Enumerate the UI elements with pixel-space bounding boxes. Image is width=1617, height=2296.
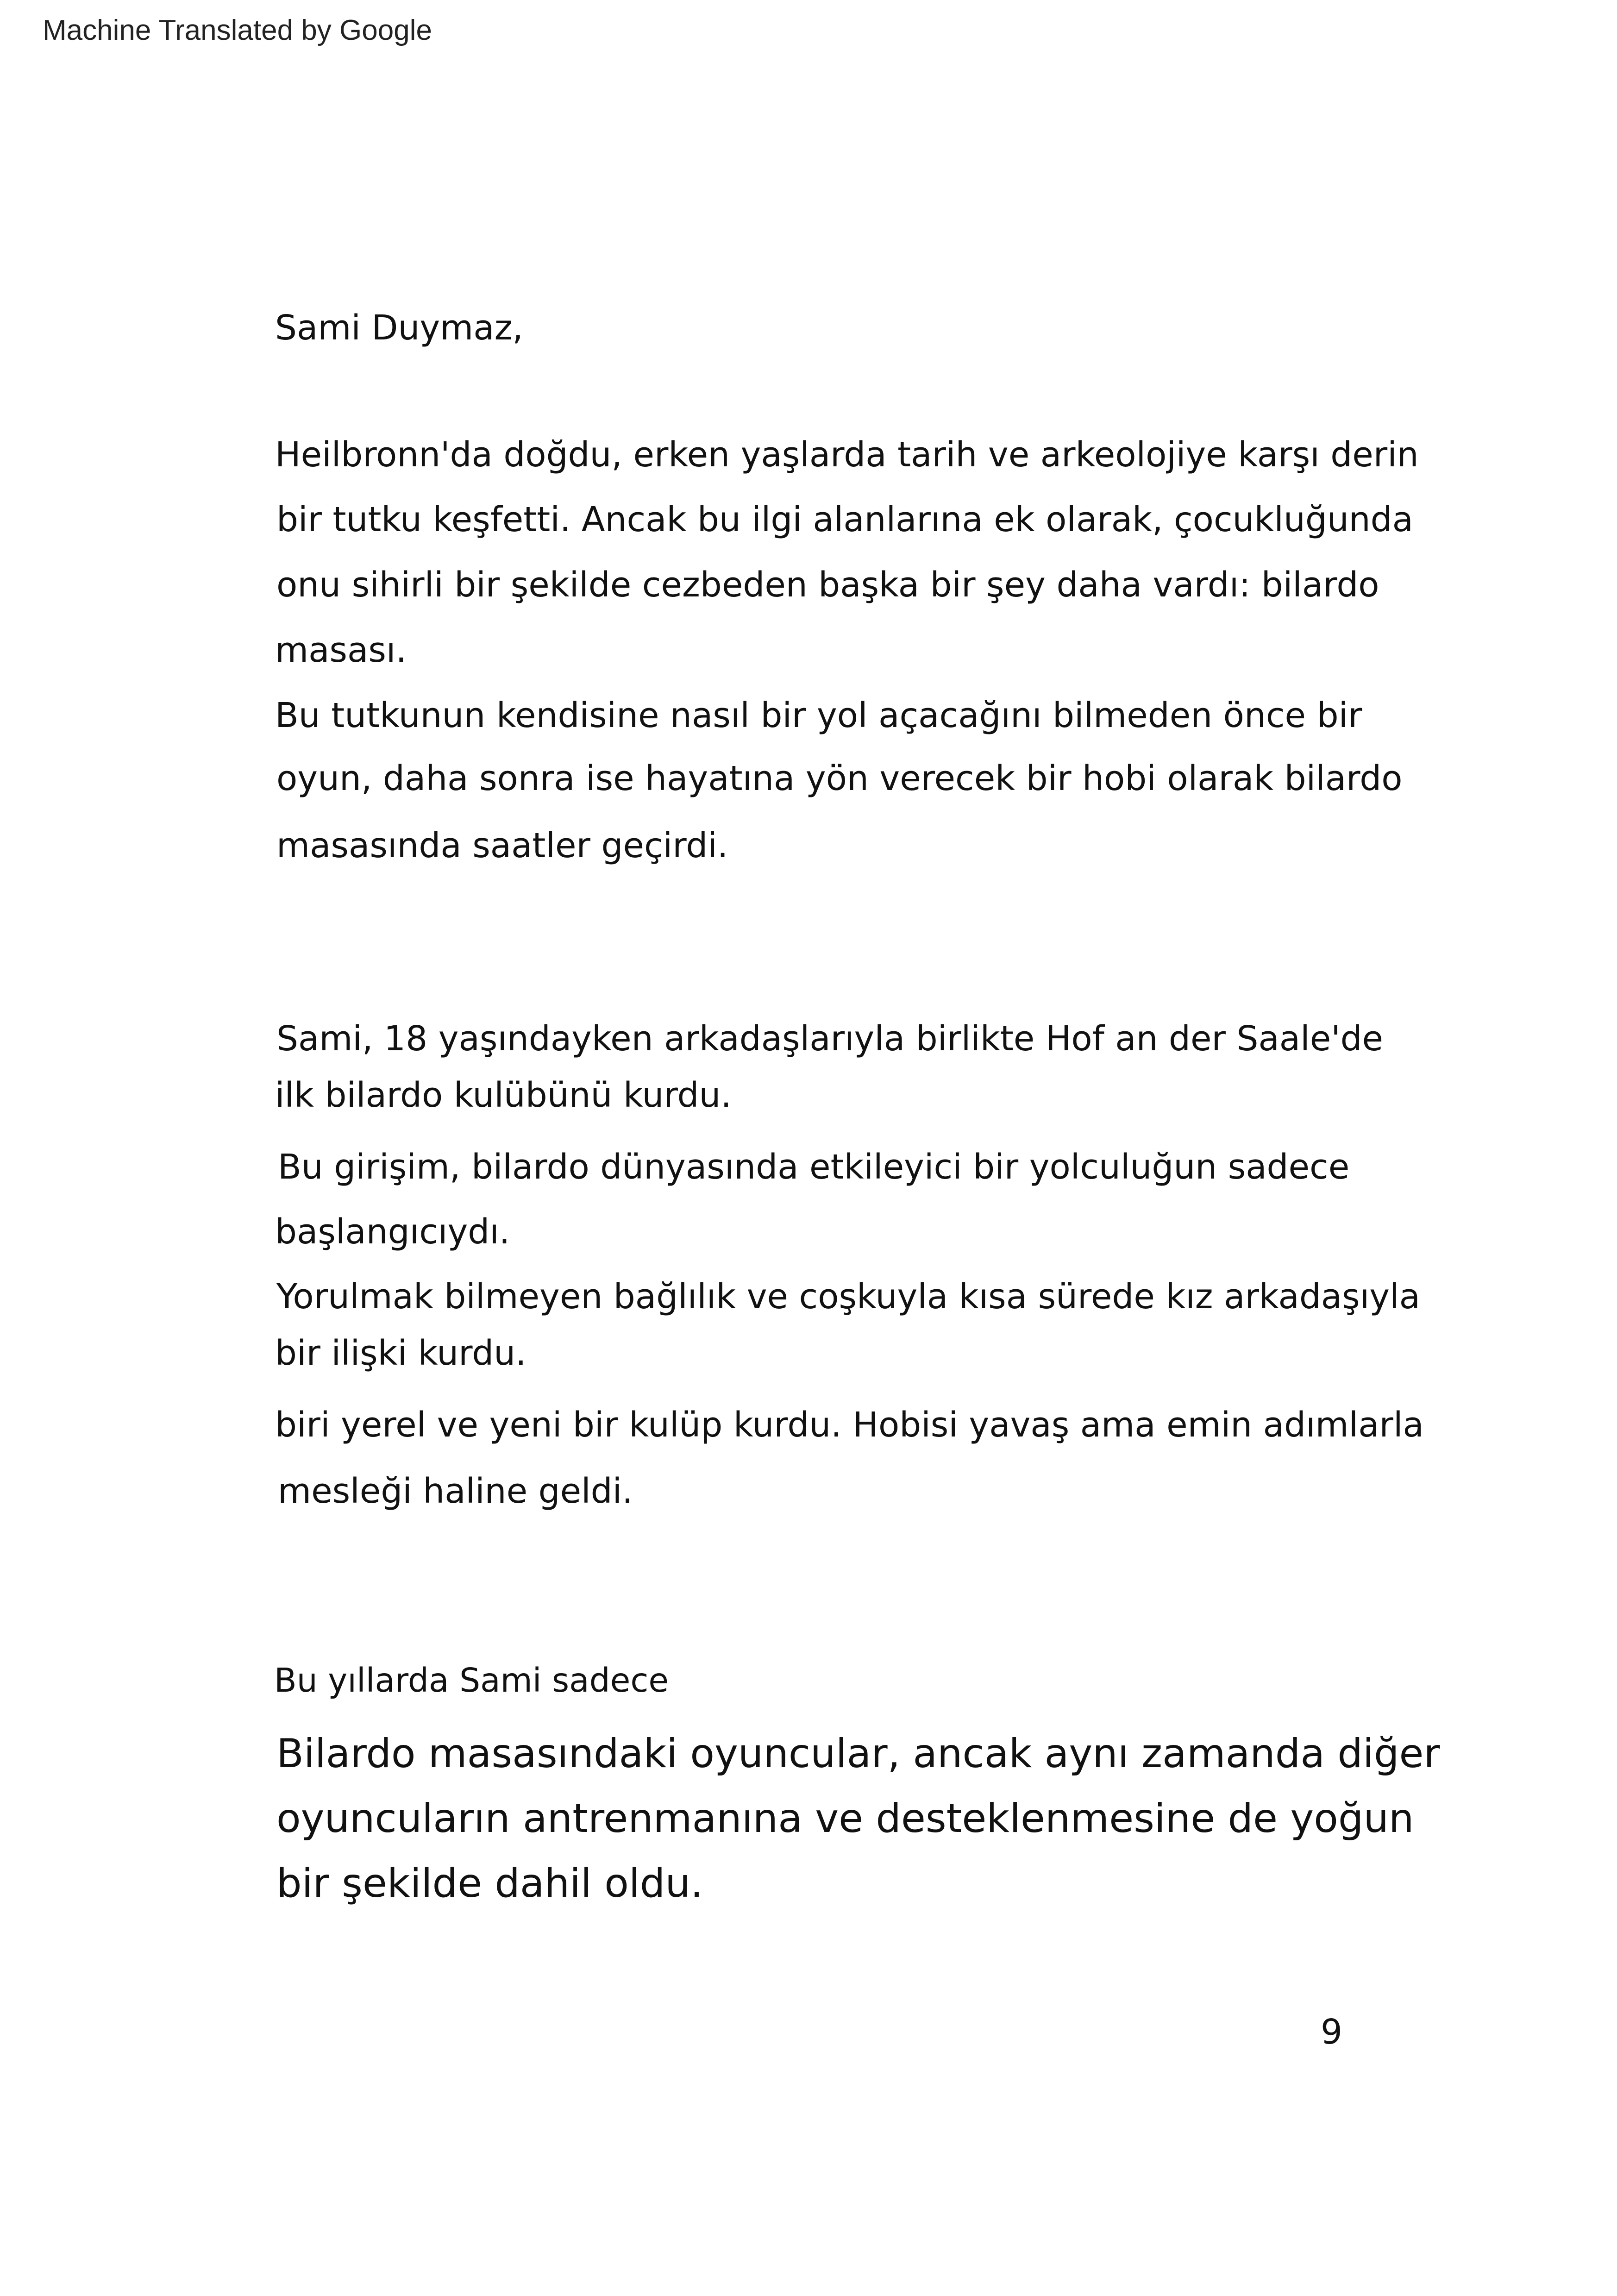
- paragraph-line: Bu tutkunun kendisine nasıl bir yol açacağını bilmeden önce bir: [275, 696, 1362, 735]
- paragraph-line: ilk bilardo kulübünü kurdu.: [275, 1075, 732, 1115]
- paragraph-line: onu sihirli bir şekilde cezbeden başka bir şey daha vardı: bilardo: [276, 565, 1379, 605]
- paragraph-line: masasında saatler geçirdi.: [276, 826, 728, 866]
- salutation: Sami Duymaz,: [275, 308, 523, 348]
- paragraph-line: bir şekilde dahil oldu.: [276, 1860, 703, 1907]
- paragraph-line: masası.: [275, 630, 407, 670]
- paragraph-line: Bu girişim, bilardo dünyasında etkileyici bir yolculuğun sadece: [278, 1147, 1350, 1187]
- translation-header: Machine Translated by Google: [43, 14, 432, 46]
- paragraph-line: mesleği haline geldi.: [278, 1471, 633, 1511]
- paragraph-line: bir ilişki kurdu.: [275, 1333, 526, 1373]
- paragraph-line: Bilardo masasındaki oyuncular, ancak aynı zamanda diğer: [276, 1731, 1440, 1777]
- paragraph-line: Yorulmak bilmeyen bağlılık ve coşkuyla kısa sürede kız arkadaşıyla: [276, 1277, 1420, 1317]
- paragraph-line: bir tutku keşfetti. Ancak bu ilgi alanlarına ek olarak, çocukluğunda: [276, 500, 1413, 539]
- paragraph-line: biri yerel ve yeni bir kulüp kurdu. Hobisi yavaş ama emin adımlarla: [275, 1405, 1424, 1445]
- paragraph-line: oyuncuların antrenmanına ve desteklenmesine de yoğun: [276, 1795, 1414, 1842]
- paragraph-line: başlangıcıydı.: [275, 1212, 510, 1252]
- paragraph-line: oyun, daha sonra ise hayatına yön verecek bir hobi olarak bilardo: [276, 759, 1403, 798]
- page-number: 9: [1321, 2012, 1343, 2052]
- paragraph-line: Heilbronn'da doğdu, erken yaşlarda tarih ve arkeolojiye karşı derin: [275, 435, 1419, 475]
- paragraph-intro: Bu yıllarda Sami sadece: [274, 1661, 669, 1700]
- paragraph-line: Sami, 18 yaşındayken arkadaşlarıyla birlikte Hof an der Saale'de: [276, 1019, 1384, 1059]
